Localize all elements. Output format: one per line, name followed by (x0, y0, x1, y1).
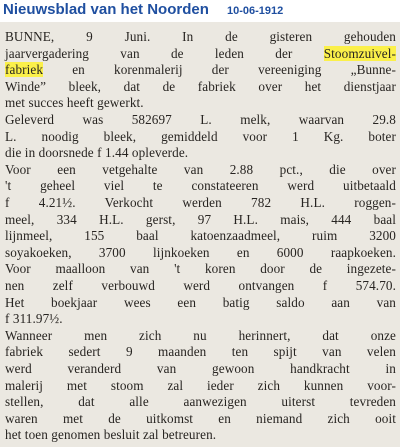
article-line (0, 228, 400, 243)
newspaper-title: Nieuwsblad van het Noorden (3, 1, 209, 18)
article-line (0, 261, 400, 276)
line-text: f 4.21½. Verkocht werden 782 H.L. roggen- (5, 195, 396, 210)
line-text: het toen genomen besluit zal betreuren. (5, 427, 217, 443)
line-text: waren met de uitkomst en niemand zich ooit (5, 410, 396, 426)
line-text: 't geheel viel te constateeren werd uitbetaald (5, 178, 396, 194)
line-text: BUNNE, 9 Juni. In de gisteren gehouden (5, 29, 396, 44)
line-text: die in doorsnede f 1.44 opleverde. (5, 145, 189, 161)
article-line (0, 195, 400, 210)
article-line (0, 62, 400, 77)
line-text: en korenmalerij der vereeniging „Bunne- (43, 62, 396, 78)
highlighted-term: fabriek (5, 62, 44, 78)
line-text: jaarvergadering van de leden der (5, 45, 324, 61)
line-text: lijnmeel, 155 baal katoenzaadmeel, ruim 3200 (5, 228, 396, 244)
article-line (0, 427, 400, 442)
article-line (0, 79, 400, 94)
article-line (0, 361, 400, 376)
article-line (0, 112, 400, 127)
article-line (0, 411, 400, 426)
newspaper-header (0, 0, 400, 22)
article-line (0, 278, 400, 293)
article-line (0, 394, 400, 409)
highlighted-term: Stoomzuivel- (323, 45, 396, 61)
line-text: soyakoeken, 3700 lijnkoeken en 6000 raapkoeken. (5, 244, 396, 260)
article-line (0, 245, 400, 260)
line-text: malerij met stoom zal ieder zich kunnen voor- (5, 377, 396, 393)
article-line (0, 129, 400, 144)
article-line (0, 145, 400, 160)
article-line (0, 295, 400, 310)
article-line (0, 344, 400, 359)
article-line (0, 46, 400, 61)
line-text: met succes heeft gewerkt. (5, 95, 144, 111)
line-text: Geleverd was 582697 L. melk, waarvan 29.8 (5, 112, 396, 127)
line-text: Winde” bleek, dat de fabriek over het dienstjaar (5, 78, 396, 94)
line-text: meel, 334 H.L. gerst, 97 H.L. mais, 444 baal (5, 211, 396, 227)
line-text: nen zelf verbouwd werd ontvangen f 574.70. (5, 278, 396, 293)
article-line (0, 29, 400, 44)
article-line (0, 178, 400, 193)
article-line (0, 162, 400, 177)
line-text: Wanneer men zich nu herinnert, dat onze (5, 327, 396, 343)
article-line (0, 328, 400, 343)
line-text: Voor maalloon van 't koren door de ingezete- (5, 261, 396, 277)
line-text: f 311.97½. (5, 311, 63, 327)
line-text: L. noodig bleek, gemiddeld voor 1 Kg. boter (5, 128, 396, 144)
line-text: Voor een vetgehalte van 2.88 pct., die over (5, 161, 396, 177)
publication-date: 10-06-1912 (227, 5, 284, 17)
article-line (0, 95, 400, 110)
article-line (0, 212, 400, 227)
article-line (0, 311, 400, 326)
line-text: werd veranderd van gewoon handkracht in (5, 361, 396, 376)
line-text: Het boekjaar wees een batig saldo aan van (5, 294, 396, 310)
article-line (0, 378, 400, 393)
line-text: fabriek sedert 9 maanden ten spijt van velen (5, 344, 396, 360)
line-text: stellen, dat alle aanwezigen uiterst tevreden (5, 394, 396, 410)
article-clipping (0, 22, 400, 447)
